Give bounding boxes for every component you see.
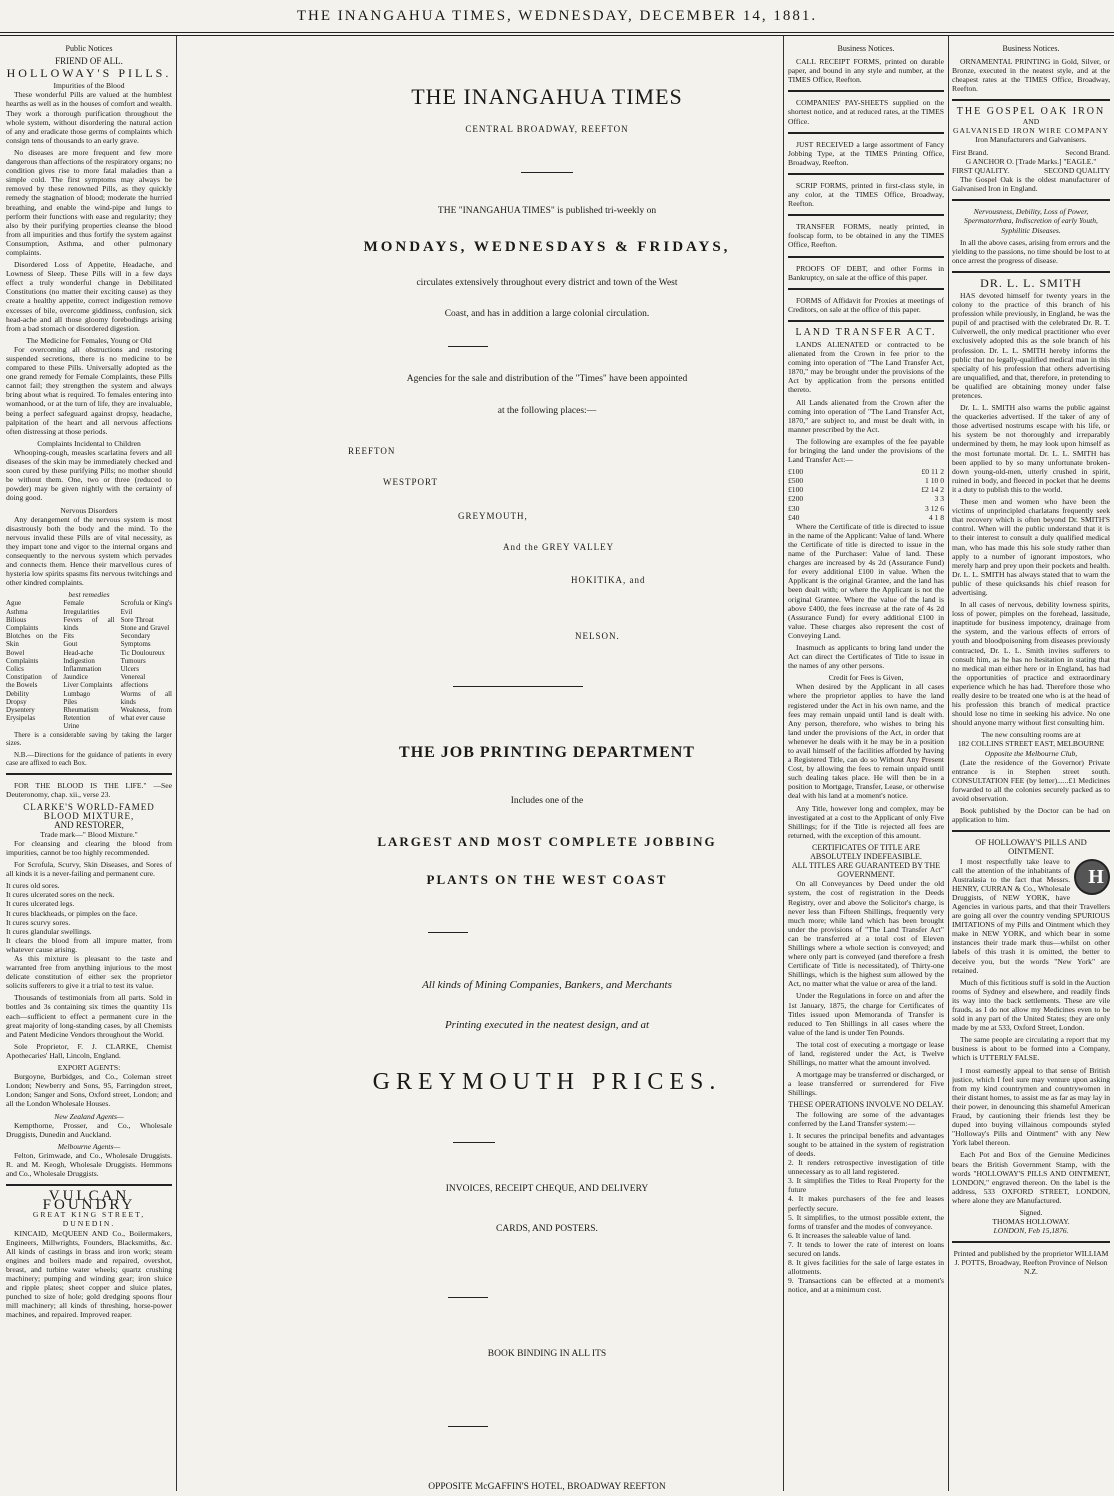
fee-amount: £0 11 2	[921, 467, 944, 477]
paragraph: Kempthorne, Prosser, and Co., Wholesale Druggists, Dunedin and Auckland.	[6, 1120, 172, 1139]
vulcan-heading: VULCAN FOUNDRY	[42, 1188, 136, 1214]
dunedin-heading: DUNEDIN.	[62, 1219, 116, 1229]
divider	[521, 172, 573, 173]
paragraph: Inasmuch as applicants to bring land under the Act can direct the Certificates of Title to issue in the names of any other persons.	[788, 642, 944, 671]
ailment-item: Tumours	[120, 656, 146, 665]
divider	[448, 346, 488, 347]
plants-text: PLANTS ON THE WEST COAST	[426, 872, 668, 887]
paragraph: Any derangement of the nervous system is most disastrously both the body and the mind. To the nervous invalid these Pills are of vital necessity, as they impart tone and vigor to the internal organs and consequently to the nervous system which pervades and connects them. Hence their marvellous cures of hysteria low spirits spasms fits nervous twitchings and other kindred complaints.	[6, 514, 172, 588]
ailment-item: Ague	[6, 599, 22, 608]
fee-value-label: £200	[788, 494, 804, 504]
place-westport: WESTPORT	[383, 477, 438, 487]
section-heading: Business Notices.	[837, 44, 895, 53]
second-brand: Second Brand.	[1065, 147, 1110, 157]
paragraph: Felton, Grimwade, and Co., Wholesale Druggists. R. and M. Keogh, Wholesale Druggists. Hemmons and Co., Wholesale Druggists.	[6, 1150, 172, 1179]
paragraph: (Late the residence of the Governor) Private entrance is in Stephen street south. CONSULTATION FEE (by letter)......£1 Medicines forwarded to all the colonies securely packed as to avoid observation.	[952, 757, 1110, 804]
ailment-item: Retention of Urine	[63, 714, 115, 731]
first-brand: First Brand.	[952, 147, 989, 157]
thomas-holloway: THOMAS HOLLOWAY.	[992, 1217, 1070, 1227]
divider	[788, 132, 944, 134]
consulting-text: The new consulting rooms are at	[981, 730, 1081, 740]
center-title: THE INANGAHUA TIMES	[411, 84, 683, 109]
place-grey-valley: And the GREY VALLEY	[503, 542, 615, 552]
advantages-list	[788, 1131, 944, 1295]
ailment-item: Piles	[63, 697, 77, 706]
ailment-item: Ulcers	[120, 665, 139, 674]
section-heading: Business Notices.	[1002, 44, 1060, 53]
agencies-text: Agencies for the sale and distribution of the "Times" have been appointed	[406, 374, 688, 384]
ailment-item: Indigestion	[63, 656, 95, 665]
circulation-line-2: Coast, and has in addition a large colonial circulation.	[444, 309, 650, 319]
paragraph: The following are examples of the fee payable for bringing the land under the provisions of the Land Transfer Act:—	[788, 436, 944, 465]
ailment-item: Dropsy	[6, 697, 27, 706]
second-quality: SECOND QUALITY	[1043, 166, 1110, 176]
fee-amount: 1 10 0	[925, 476, 944, 486]
advantage-item: 3. It simplifies the Titles to Real Property for the future	[788, 1176, 944, 1195]
females-heading: The Medicine for Females, Young or Old	[26, 335, 152, 345]
brands-row	[952, 148, 1110, 157]
divider	[6, 773, 172, 775]
divider	[788, 288, 944, 290]
ailment-item: Secondary Symptoms	[120, 632, 151, 649]
paragraph: KINCAID, McQUEEN AND Co., Boilermakers, Engineers, Millwrights, Founders, Blacksmiths, &c. All kinds of castings in brass and iron work; steam engines and boilers made and repaired, overshot, breast, and turbine water wheels; quartz crushing machinery; pumping and winding gear; iron sluice and ripple plates; sheet copper and sluice plates, punched to size of hole; gold dredging spoons flour mill machinery; all kinds of threshing, horse-power machines, and repaired. Improved reaper.	[6, 1228, 172, 1320]
divider	[952, 1241, 1110, 1243]
paragraph: The same people are circulating a report that my business is about to be formed into a Company, which is UTTERLY FALSE.	[952, 1035, 1110, 1063]
paragraph: All Lands alienated from the Crown after the coming into operation of "The Land Transfer Act, 1870," are subject to, and must be dealt with, in manner prescribed by the Act.	[788, 397, 944, 434]
paragraph: A mortgage may be transferred or discharged, or a lease transferred or surrendered for Five Shillings.	[788, 1070, 944, 1098]
paragraph: The Gospel Oak is the oldest manufacturer of Galvanised Iron in England.	[952, 175, 1110, 194]
fee-amount: 4 1 8	[928, 512, 944, 522]
divider	[952, 830, 1110, 832]
paragraph: HAS devoted himself for twenty years in the colony to the practice of this branch of his profession while previously, in England, he was the pupil of and practised with the celebrated Dr. R. T. Culverwell, the only medical practitioner who ever exclusively adopted this as the sole branch of his profession. Dr. L. L. SMITH hereby informs the public that no legally-qualified medical man in this specialty of his profession that others advertising are unqualified, and that, therefore, in pretending to be qualified are obtaining money under false pretences.	[952, 290, 1110, 400]
cures-list	[6, 881, 172, 954]
children-heading: Complaints Incidental to Children	[37, 438, 141, 448]
ailment-item: Venereal affections	[120, 673, 149, 690]
divider	[453, 1142, 495, 1143]
divider	[788, 173, 944, 175]
fee-row	[788, 494, 944, 503]
divider	[448, 1426, 488, 1427]
holloway-text: I most respectfully take leave to call the attention of the inhabitants of Australasia to the fact that Messrs. HENRY, CURRAN & Co., Wholesale Druggists, of NEW YORK, have Agencies in various parts, and that their Travellers are going all over the country vending SPURIOUS IMITATIONS of my Pills and Ointment which they make in NEW YORK, and which bear in some instances their trade mark thus—whilst on other labels of this trash it is omitted, the better to deceive you, but the words "New York" are retained.	[952, 856, 1110, 975]
certificates-heading: CERTIFICATES OF TITLE ARE ABSOLUTELY INDEFEASIBLE.	[810, 842, 922, 862]
days-text: MONDAYS, WEDNESDAYS & FRIDAYS,	[363, 239, 731, 255]
place-reefton: REEFTON	[348, 446, 396, 456]
published-text: THE "INANGAHUA TIMES" is published tri-weekly on	[437, 206, 657, 216]
divider	[952, 271, 1110, 273]
advantage-item: 9. Transactions can be effected at a moment's notice, and at a minimum cost.	[788, 1276, 944, 1295]
mining-text: All kinds of Mining Companies, Bankers, and Merchants	[422, 979, 672, 991]
iron-manufacturers: Iron Manufacturers and Galvanisers.	[975, 134, 1087, 144]
fee-amount: £2 14 2	[921, 485, 944, 495]
ailment-item: Sore Throat	[120, 615, 154, 624]
advantage-item: 4. It makes purchasers of the fee and leases perfectly secure.	[788, 1194, 944, 1213]
column-business-notices	[788, 44, 944, 1492]
ailment-item: Liver Complaints	[63, 681, 113, 690]
cure-item: It cures glandular swellings.	[6, 926, 92, 936]
printed-by: Printed and published by the proprietor WILLIAM J. POTTS, Broadway, Reefton Province of Nelson N.Z.	[953, 1249, 1109, 1277]
operations-heading: THESE OPERATIONS INVOLVE NO DELAY.	[788, 1100, 944, 1110]
place-greymouth: GREYMOUTH,	[458, 511, 528, 521]
printing-text: Printing executed in the neatest design, and at	[444, 1019, 650, 1031]
ailment-item: Asthma	[6, 607, 28, 616]
ailment-item: Colics	[6, 665, 24, 674]
ailment-item: Bilious Complaints	[6, 615, 39, 633]
guaranteed-heading: ALL TITLES ARE GUARANTEED BY THE GOVERNMENT.	[791, 861, 941, 880]
ailment-item: Weakness, from what ever cause	[120, 706, 172, 723]
paragraph: FOR THE BLOOD IS THE LIFE." —See Deuteronomy, chap. xii., verse 23.	[6, 781, 172, 800]
ailment-item: Head-ache	[63, 648, 94, 657]
advantage-item: 7. It tends to lower the rate of interest on loans secured on lands.	[788, 1239, 944, 1258]
paragraph: No diseases are more frequent and few more dangerous than affections of the respiratory organs; no condition gives rise to more fatal maladies than a simple cold. The first symptoms may always be removed by these renowned Pills, as they quickly remedy the stagnation of blood; moderate the hurried breathing, and enable the wind-pipe and lungs to perform their functions with ease and regularity; they also by their purifying properties cleanse the blood from all impurities and thus fortify the system against Consumption, Asthma, and other pulmonary complaints.	[6, 147, 172, 257]
ailment-item: Lumbago	[63, 689, 91, 698]
ailment-item: Fits	[63, 632, 74, 641]
ailment-item: Inflammation	[63, 665, 102, 674]
ailment-item: Stone and Gravel	[120, 624, 170, 633]
paragraph: These men and women who have been the victims of unprincipled charlatans frequently seek that recovery which is often beyond Dr. SMITH'S control. When will the public understand that it is to their interest to consult a duly qualified medical man, who has made this his sole study rather than apply to a number of ignorant impostors, who merely harp and prey upon their pockets and health. Dr. L. L. SMITH has always stated that to warn the public of these quicksands his chief reason for advertising.	[952, 497, 1110, 597]
paragraph: LANDS ALIENATED or contracted to be alienated from the Crown in fee prior to the coming into operation of "The Land Transfer Act, 1870," may be brought under the provisions of the Act by application from the persons entitled thereto.	[788, 339, 944, 395]
holloway-title: HOLLOWAY'S PILLS.	[6, 66, 172, 81]
ailment-item: Scrofula or King's Evil	[120, 599, 172, 616]
opposite-club: Opposite the Melbourne Club,	[984, 748, 1078, 758]
paragraph: Disordered Loss of Appetite, Headache, and Lowness of Sleep. These Pills will in a few days effect a truly wonderful change in Debilitated Constitutions (no matter their exciting cause) as they create a healthy appetite, correct indigestion remove excesses of bile, overcome giddiness, confusion, sick head-ache and all those gloomy forebodings arising from a bad stomach or disordered digestion.	[6, 260, 172, 333]
fee-row	[788, 467, 944, 476]
advantage-item: 1. It secures the principal benefits and advantages sought to be attained in the system of registration of deeds.	[788, 1130, 944, 1158]
clarke-heading: CLARKE'S WORLD-FAMED BLOOD MIXTURE,	[23, 801, 155, 821]
ailment-item: Blotches on the Skin	[6, 632, 58, 649]
fee-value-label: £100	[788, 467, 804, 477]
job-printing-heading: THE JOB PRINTING DEPARTMENT	[399, 744, 695, 761]
qualities-row	[952, 166, 1110, 175]
cure-item: It cures scurvy sores.	[6, 917, 71, 927]
friend-heading: FRIEND OF ALL.	[55, 56, 123, 67]
paragraph: ORNAMENTAL PRINTING in Gold, Silver, or Bronze, executed in the neatest style, and at the cheapest rates at the TIMES Office, Broadway, Reefton.	[952, 57, 1110, 94]
invoices-text: INVOICES, RECEIPT CHEQUE, AND DELIVERY	[445, 1184, 649, 1194]
paragraph: Under the Regulations in force on and after the 1st January, 1875, the charge for Certificates of Titles issued upon Memoranda of Transfer is reduced to Ten Shillings in all cases where the value of the land is under Ten Pounds.	[788, 991, 944, 1037]
paragraph: The total cost of executing a mortgage or lease of land, registered under the Act, is Twelve Shillings, no matter what the amount involved.	[788, 1039, 944, 1068]
column-divider	[176, 36, 177, 1491]
largest-text: LARGEST AND MOST COMPLETE JOBBING	[377, 834, 717, 849]
holloway-seal-icon: H	[1074, 859, 1110, 895]
cure-item: It cures blackheads, or pimples on the face.	[6, 908, 138, 918]
advantage-item: 8. It gives facilities for the sale of large estates in allotments.	[788, 1258, 944, 1277]
fee-row	[788, 485, 944, 494]
ailment-item: Debility	[6, 689, 29, 698]
paragraph: The following are some of the advantages conferred by the Land Transfer system:—	[788, 1109, 944, 1128]
divider	[788, 320, 944, 322]
paragraph: PROOFS OF DEBT, and other Forms in Bankruptcy, on sale at the office of this paper.	[788, 263, 944, 282]
paragraph: FORMS of Affidavit for Proxies at meetings of Creditors, on sale at the office of this paper.	[788, 295, 944, 314]
fee-value-label: £500	[788, 476, 804, 486]
nervousness-text: Nervousness, Debility, Loss of Power, Spermatorrhœa, Indiscretion of early Youth, Syphilitic Diseases.	[964, 207, 1098, 235]
masthead-rule-2	[0, 35, 1114, 36]
fee-amount: 3 12 6	[925, 503, 944, 513]
cards-text: CARDS, AND POSTERS.	[496, 1224, 598, 1234]
melb-heading: Melbourne Agents—	[57, 1141, 121, 1151]
center-address: CENTRAL BROADWAY, REEFTON	[465, 124, 629, 134]
ailment-item: Fevers of all kinds	[63, 615, 115, 633]
paragraph: Whooping-cough, measles scarlatina fevers and all diseases of the skin may be immediately checked and soon cured by these purifying Pills; no mother should be without them. One, two or three (reduced to powder) may be given nightly with the certainty of doing good.	[6, 447, 172, 503]
paragraph: When desired by the Applicant in all cases where the proprietor applies to have the land registered under the Act in his own name, and the fees may remain unpaid until land is dealt with. Any person, therefore, who wishes to bring his land under the provisions of the Act, in order that whenever he deals with it he may be in a position to avail himself of the facilities afforded by having a Registered Title, can do so Without Any Present Cost, by allowing the fees to remain unpaid until such dealing takes place. He will then be in a position to Mortgage, Transfer, Lease, or otherwise deal with his land at a moment's notice.	[788, 682, 944, 801]
restorer-heading: AND RESTORER,	[54, 819, 124, 830]
paragraph: Book published by the Doctor can be had on application to him.	[952, 806, 1110, 825]
paragraph: In all cases of nervous, debility lowness spirits, loss of power, pimples on the forehead, lassitude, inaptitude for business impotency, drainage from the system, and the various effects of errors of youth and bloodpoisoning from diseases previously contracted, Dr. L. L. Smith invites sufferers to consult him, as he has no hesitation in stating that no medical man either here or in England, has had the opportunities of practice and extraordinary experience which he has had. Therefore those who really desire to be treated one who is at the head of his profession this branch of medical practice should lose no time in seeking his advice. No one should anyone marry without first consulting him.	[952, 600, 1110, 728]
masthead-rule	[0, 32, 1114, 33]
ailment-item: Gout	[63, 640, 78, 649]
paragraph: Burgoyne, Burbidges, and Co., Coleman street London; Newberry and Sons, 95, Farringdon street, London; Sanger and Sons, Oxford street, London; and all the London Wholesale Houses.	[6, 1072, 172, 1109]
paragraph: Thousands of testimonials from all parts. Sold in bottles and 3s containing six times the quantity 11s each—sufficient to effect a permanent cure in the great majority of long-standing cases, by all Chemists and Patent Medicine Vendors throughout the World.	[6, 993, 172, 1039]
column-public-notices	[6, 44, 172, 1492]
cure-item: It cures old sores.	[6, 881, 60, 891]
trade-mark: Trade mark—" Blood Mixture."	[40, 829, 138, 839]
places-intro: at the following places:—	[497, 406, 597, 416]
ailment-item: Dysentery	[6, 706, 35, 715]
paragraph: Any Title, however long and complex, may be investigated at a cost to the Applicant of only Five Shillings; for if the Title is rejected all fees are returned, with the exception of this amount.	[788, 803, 944, 840]
divider	[788, 214, 944, 216]
paragraph: On all Conveyances by Deed under the old system, the cost of registration in the Deeds Registry, over and above the Solicitor's charge, is never less than Fifteen Shillings, frequently very much more; while land which has been brought under the provisions of "The Land Transfer Act" can be transferred at a total cost of Eleven Shillings where a whole section is conveyed; and where only part is conveyed (and therefore a fresh Certificate of Title is necessitated), of Thirty-one Shillings, which is the highest sum allowed by the Act, no matter what the value or area of the land.	[788, 879, 944, 989]
fee-row	[788, 513, 944, 522]
divider	[428, 932, 468, 933]
binding-text: BOOK BINDING IN ALL ITS	[487, 1349, 607, 1359]
ailment-item: Constipation of the Bowels	[6, 673, 58, 690]
divider	[788, 256, 944, 258]
place-nelson: NELSON.	[575, 631, 620, 641]
masthead: THE INANGAHUA TIMES, WEDNESDAY, DECEMBER 14, 1881.	[296, 8, 818, 24]
export-heading: EXPORT AGENTS:	[57, 1063, 121, 1073]
best-remedies-heading: best remedies	[68, 590, 110, 600]
ailment-item: Erysipelas	[6, 714, 36, 723]
first-quality: FIRST QUALITY.	[952, 166, 1010, 176]
paragraph: COMPANIES' PAY-SHEETS supplied on the shortest notice, and at reduced rates, at the TIMES Office.	[788, 98, 944, 126]
footer-address: OPPOSITE McGAFFIN'S HOTEL, BROADWAY REEFTON	[428, 1482, 666, 1492]
paragraph: Each Pot and Box of the Genuine Medicines bears the British Government Stamp, with the words "HOLLOWAY'S PILLS AND OINTMENT, LONDON," engraved thereon. On the label is the address, 533 OXFORD STREET, LONDON, where alone they are Manufactured.	[952, 1150, 1110, 1205]
column-divider	[948, 36, 949, 1491]
column-center	[313, 44, 781, 1490]
paragraph: These wonderful Pills are valued at the humblest hearths as well as in the houses of comfort and wealth. They work a thorough purification throughout the whole system, without disordering the natural action of any and eradicate those germs of complaints which consign tens of thousands to an early grave.	[6, 90, 172, 145]
ailments-list	[6, 599, 172, 730]
divider	[448, 1297, 488, 1298]
ailment-item: Rheumatism	[63, 706, 99, 715]
paragraph	[952, 857, 1110, 975]
ailment-item: Worms of all kinds	[120, 689, 172, 706]
divider	[6, 1184, 172, 1186]
ailment-item: Bowel Complaints	[6, 648, 39, 665]
fee-row	[788, 504, 944, 513]
credit-heading: Credit for Fees is Given,	[828, 673, 904, 683]
paragraph: CALL RECEIPT FORMS, printed on durable paper, and bound in any style and number, at the TIMES Office, Reefton.	[788, 57, 944, 85]
paragraph: Where the Certificate of title is directed to issue in the name of the Applicant: Value of land. Where the Certificate of title is directed to issue in the name of the Purchaser: Value of land. These charges are increased by 4s 2d (Assurance Fund) for every additional £100 in value. When the Applicant is the original Grantee, and the land has been dealt with; or where the Applicant is not the original Grantee. Where the value of the land is above £400, the fees increase at the rate of 4s 2d (Assurance Fund) for every additional £100 in value. These charges also represent the cost of Conveying Land.	[788, 521, 944, 640]
advantage-item: 5. It simplifies, to the utmost possible extent, the forms of transfer and the modes of conveyance.	[788, 1212, 944, 1231]
london-date: LONDON, Feb 15,1876.	[993, 1226, 1069, 1236]
divider	[952, 199, 1110, 201]
advantage-item: 6. It increases the saleable value of land.	[788, 1230, 911, 1240]
holloway-heading: OF HOLLOWAY'S PILLS AND OINTMENT.	[975, 837, 1087, 857]
paragraph: TRANSFER FORMS, neatly printed, in foolscap form, to be obtained in any the TIMES Office, Reefton.	[788, 222, 944, 250]
nervous-heading: Nervous Disorders	[60, 505, 118, 515]
fee-amount: 3 3	[934, 494, 944, 504]
prices-text: GREYMOUTH PRICES.	[372, 1069, 722, 1095]
dr-smith-heading: DR. L. L. SMITH	[980, 275, 1082, 290]
anchor-text: G ANCHOR O. [Trade Marks.] "EAGLE."	[965, 156, 1097, 166]
paragraph: N.B.—Directions for the guidance of patients in every case are affixed to each Box.	[6, 750, 172, 767]
fee-row	[788, 476, 944, 485]
great-king-heading: GREAT KING STREET,	[32, 1210, 146, 1220]
section-heading: Public Notices	[65, 44, 113, 53]
column-divider	[783, 36, 784, 1491]
paragraph: Much of this fictitious stuff is sold in the Auction rooms of Sydney and elsewhere, and readily finds its way into the back settlements. These are vile frauds, as I do not allow my Medicines even to be sold in any part of the United States; they are only made by me at 533, Oxford Street, London.	[952, 977, 1110, 1033]
signed-text: Signed.	[1019, 1207, 1043, 1217]
and-text: AND	[1022, 116, 1040, 126]
circulation-line-1: circulates extensively throughout every district and town of the West	[416, 278, 678, 288]
paragraph: There is a considerable saving by taking the larger sizes.	[6, 730, 172, 748]
paragraph: SCRIP FORMS, printed in first-class style, in any color, at the TIMES Office, Broadway, Reefton.	[788, 180, 944, 209]
ailment-item: Female Irregularities	[63, 599, 100, 616]
includes-text: Includes one of the	[510, 796, 584, 806]
paragraph: I most earnestly appeal to that sense of British justice, which I feel sure may venture upon asking from my kind countrymen and countrywomen in their distant homes, to assist me as far as may lay in their power, in denouncing this shameful American Fraud, by cautioning their friends lest they be duped into buying villainous compounds styled "Holloway's Pills and Ointment" with any New York label thereon.	[952, 1065, 1110, 1148]
paragraph: For Scrofula, Scurvy, Skin Diseases, and Sores of all kinds it is a never-failing and permanent cure.	[6, 860, 172, 879]
paragraph: JUST RECEIVED a large assortment of Fancy Jobbing Type, at the TIMES Printing Office, Broadway, Reefton.	[788, 139, 944, 167]
divider	[453, 686, 583, 687]
divider	[788, 90, 944, 92]
impurities-heading: Impurities of the Blood	[53, 81, 125, 91]
ailment-item: Tic Douloureux	[120, 648, 165, 657]
paragraph: For overcoming all obstructions and restoring suspended secretions, there is no medicine to be compared to these Pills. Universally adopted as the one grand remedy for Female Complaints, these Pills cannot fail; they strengthen the system and always bring about what is required. To females entering into womanhood, or at the turn of life, they are invaluable, being a perfect safeguard against dropsy, headache, palpitation of the heart and all nervous affections often distressing at those periods.	[6, 344, 172, 436]
cure-item: It cures ulcerated sores on the neck.	[6, 890, 115, 900]
paragraph: Dr. L. L. SMITH also warns the public against the quackeries advertised. If the taker of any of those advertised nostrums escape with his life, or his system be not thoroughly and irreparably undermined by them, he may look upon himself as the most fortunate mortal. Dr. L. L. SMITH has been applied to by so many unfortunate broken-down young-old-men, utterly crushed in spirit, ruined in body, and fleeced in pocket that he deems it a duty to publish this to the world.	[952, 403, 1110, 494]
place-hokitika: HOKITIKA, and	[571, 575, 646, 585]
paragraph: For cleansing and clearing the blood from impurities, cannot be too highly recommended.	[6, 838, 172, 857]
paragraph: As this mixture is pleasant to the taste and warranted free from anything injurious to the most delicate constitution of either sex the proprietor solicits sufferers to give it a trial to test its value.	[6, 954, 172, 991]
fee-value-label: £40	[788, 512, 800, 522]
fees-table	[788, 467, 944, 522]
advantage-item: 2. It renders retrospective investigation of title unnecessary as to all land registered.	[788, 1158, 944, 1177]
paragraph: Sole Proprietor, F. J. CLARKE, Chemist Apothecaries' Hall, Lincoln, England.	[6, 1041, 172, 1060]
cure-item: It cures ulcerated legs.	[6, 899, 75, 909]
cure-item: It clears the blood from all impure matter, from whatever cause arising.	[6, 935, 172, 954]
column-business-notices-2	[952, 44, 1110, 1492]
ailment-item: Jaundice	[63, 673, 88, 682]
fee-value-label: £100	[788, 485, 804, 495]
gospel-oak-heading: THE GOSPEL OAK IRON	[956, 106, 1106, 118]
nz-heading: New Zealand Agents—	[54, 1111, 124, 1121]
collins-street: 182 COLLINS STREET EAST, MELBOURNE	[957, 739, 1105, 749]
divider	[952, 99, 1110, 101]
land-transfer-title: LAND TRANSFER ACT.	[795, 326, 937, 338]
fee-value-label: £30	[788, 503, 800, 513]
paragraph: In all the above cases, arising from errors and the yielding to the passions, no time should be lost to at once arrest the progress of disease.	[952, 237, 1110, 265]
galvanised-heading: GALVANISED IRON WIRE COMPANY	[952, 125, 1110, 135]
